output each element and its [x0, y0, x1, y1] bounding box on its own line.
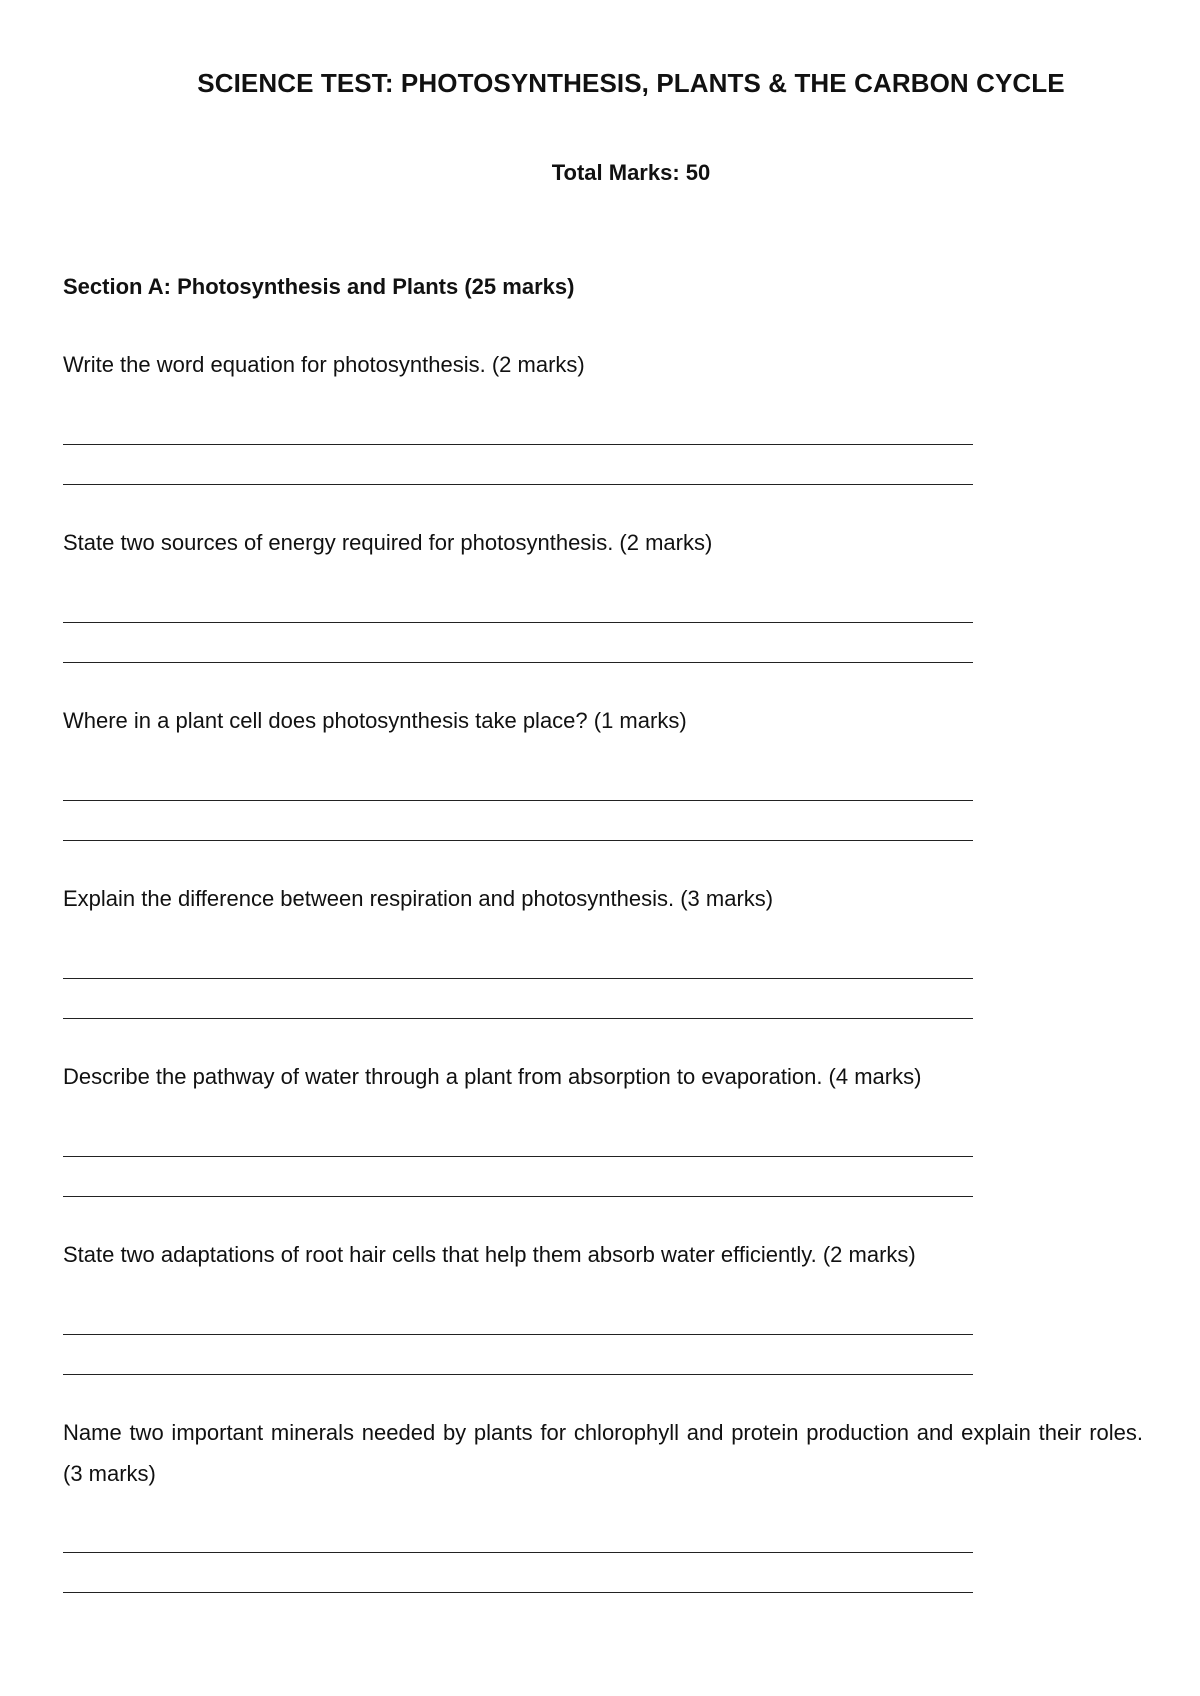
question-4: [63, 878, 1143, 919]
question-text: Explain the difference between respiration and photosynthesis. (3 marks): [63, 886, 774, 911]
question-7: [63, 1412, 1143, 1494]
section-a-heading: Section A: Photosynthesis and Plants (25 marks): [63, 274, 575, 299]
question-text: Name two important minerals needed by plants for chlorophyll and protein production and explain their roles. (3 marks): [63, 1420, 1143, 1486]
question-text: Describe the pathway of water through a plant from absorption to evaporation. (4 marks): [63, 1064, 922, 1089]
answer-line[interactable]: [63, 1552, 973, 1553]
answer-line[interactable]: [63, 444, 973, 445]
answer-line[interactable]: [63, 1592, 973, 1593]
answer-line[interactable]: [63, 622, 973, 623]
total-marks: Total Marks: 50: [551, 160, 711, 185]
question-text: Where in a plant cell does photosynthesis take place? (1 marks): [63, 708, 687, 733]
answer-line[interactable]: [63, 1374, 973, 1375]
question-text: State two adaptations of root hair cells that help them absorb water efficiently. (2 marks): [63, 1242, 916, 1267]
question-text: State two sources of energy required for photosynthesis. (2 marks): [63, 530, 713, 555]
answer-line[interactable]: [63, 800, 973, 801]
answer-line[interactable]: [63, 484, 973, 485]
answer-line[interactable]: [63, 978, 973, 979]
question-6: [63, 1234, 1143, 1275]
answer-line[interactable]: [63, 662, 973, 663]
answer-line[interactable]: [63, 1018, 973, 1019]
question-1: [63, 344, 1143, 385]
question-3: [63, 700, 1143, 741]
question-text: Write the word equation for photosynthesis. (2 marks): [63, 352, 585, 377]
answer-line[interactable]: [63, 1196, 973, 1197]
test-title: SCIENCE TEST: PHOTOSYNTHESIS, PLANTS & THE CARBON CYCLE: [197, 68, 1065, 98]
question-2: [63, 522, 1143, 563]
question-5: [63, 1056, 1143, 1097]
answer-line[interactable]: [63, 1156, 973, 1157]
answer-line[interactable]: [63, 1334, 973, 1335]
answer-line[interactable]: [63, 840, 973, 841]
